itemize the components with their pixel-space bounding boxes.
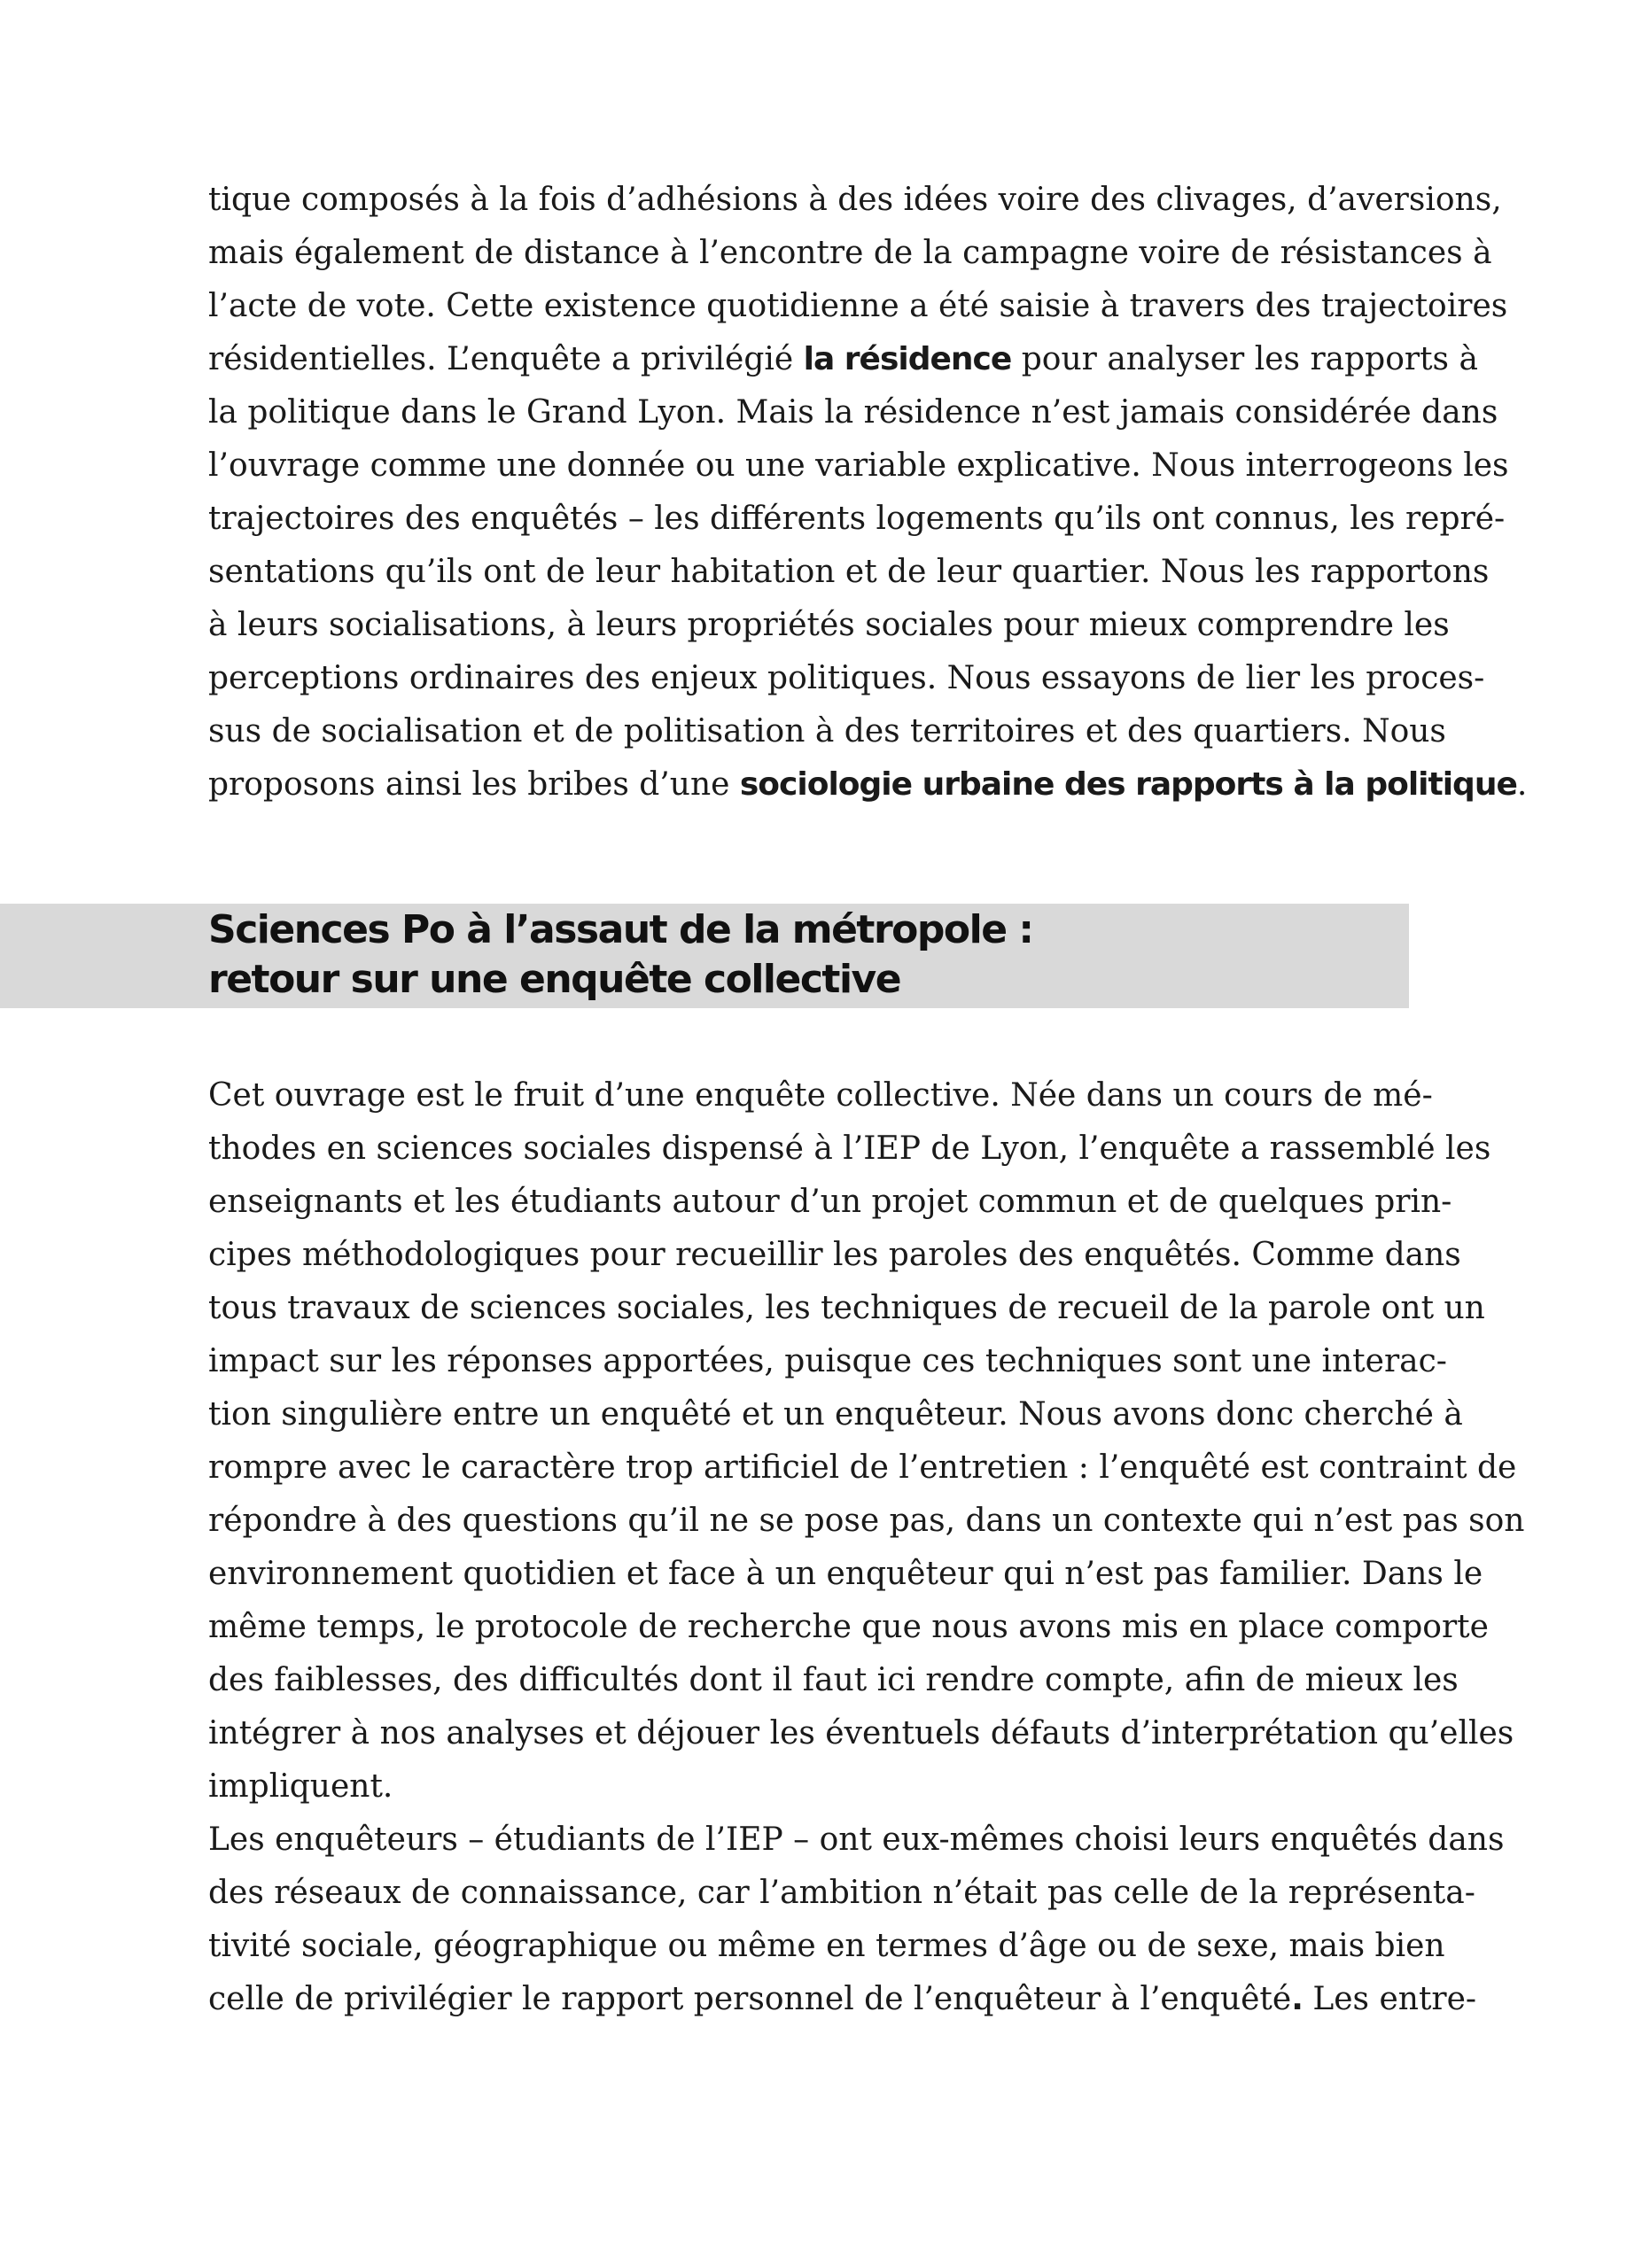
text-line: à leurs socialisations, à leurs propriétés sociales pour mieux comprendre les <box>208 607 1450 643</box>
text-line: même temps, le protocole de recherche que nous avons mis en place comporte <box>208 1609 1489 1645</box>
text-line: impact sur les réponses apportées, puisque ces techniques sont une interac- <box>208 1343 1447 1379</box>
text-line: des faiblesses, des difficultés dont il faut ici rendre compte, afin de mieux les <box>208 1662 1459 1698</box>
text-line: la politique dans le Grand Lyon. Mais la résidence n’est jamais considérée dans <box>208 394 1498 431</box>
text-line: Cet ouvrage est le fruit d’une enquête collective. Née dans un cours de mé- <box>208 1077 1433 1114</box>
text-line: tivité sociale, géographique ou même en termes d’âge ou de sexe, mais bien <box>208 1928 1445 1964</box>
text-run: proposons ainsi les bribes d’une <box>208 766 740 803</box>
text-line: mais également de distance à l’encontre de la campagne voire de résistances à <box>208 235 1492 271</box>
heading-line: retour sur une enquête collective <box>208 957 901 1002</box>
paragraph-2 <box>208 1069 1525 1814</box>
text-line <box>208 1973 1477 2026</box>
text-line: impliquent. <box>208 1768 393 1805</box>
text-line <box>208 758 1528 812</box>
text-run: Les entre- <box>1302 1981 1477 2017</box>
bold-period: . <box>1291 1981 1303 2017</box>
paragraph-1 <box>208 174 1528 812</box>
text-line: répondre à des questions qu’il ne se pose pas, dans un contexte qui n’est pas son <box>208 1503 1525 1539</box>
text-line: cipes méthodologiques pour recueillir les paroles des enquêtés. Comme dans <box>208 1237 1461 1273</box>
paragraph-3 <box>208 1814 1505 2026</box>
text-line: l’acte de vote. Cette existence quotidienne a été saisie à travers des trajectoires <box>208 288 1508 324</box>
text-line: l’ouvrage comme une donnée ou une variable explicative. Nous interrogeons les <box>208 447 1509 484</box>
text-run: . <box>1516 766 1528 803</box>
text-line: Les enquêteurs – étudiants de l’IEP – ont eux-mêmes choisi leurs enquêtés dans <box>208 1821 1505 1858</box>
text-run: celle de privilégier le rapport personnel de l’enquêteur à l’enquêté <box>208 1981 1292 2017</box>
text-run: pour analyser les rapports à <box>1011 341 1478 377</box>
text-run: résidentielles. L’enquête a privilégié <box>208 341 804 377</box>
text-line: sus de socialisation et de politisation à des territoires et des quartiers. Nous <box>208 713 1446 750</box>
text-line: trajectoires des enquêtés – les différents logements qu’ils ont connus, les repré- <box>208 501 1506 537</box>
text-line: environnement quotidien et face à un enquêteur qui n’est pas familier. Dans le <box>208 1556 1483 1592</box>
text-line: enseignants et les étudiants autour d’un projet commun et de quelques prin- <box>208 1184 1452 1220</box>
section-heading <box>208 905 1396 1005</box>
text-line: des réseaux de connaissance, car l’ambition n’était pas celle de la représenta- <box>208 1875 1475 1911</box>
bold-term: sociologie urbaine des rapports à la politique <box>739 766 1517 803</box>
text-line: tique composés à la fois d’adhésions à des idées voire des clivages, d’aversions, <box>208 182 1502 218</box>
text-line <box>208 333 1478 386</box>
text-line: thodes en sciences sociales dispensé à l’IEP de Lyon, l’enquête a rassemblé les <box>208 1130 1491 1167</box>
heading-line: Sciences Po à l’assaut de la métropole : <box>208 907 1033 952</box>
text-line: perceptions ordinaires des enjeux politiques. Nous essayons de lier les proces- <box>208 660 1485 696</box>
bold-term: la résidence <box>803 341 1012 377</box>
text-line: tous travaux de sciences sociales, les techniques de recueil de la parole ont un <box>208 1290 1485 1326</box>
text-line: intégrer à nos analyses et déjouer les éventuels défauts d’interprétation qu’elles <box>208 1715 1514 1751</box>
text-line: rompre avec le caractère trop artificiel de l’entretien : l’enquêté est contraint de <box>208 1449 1517 1486</box>
text-line: tion singulière entre un enquêté et un enquêteur. Nous avons donc cherché à <box>208 1396 1463 1433</box>
text-line: sentations qu’ils ont de leur habitation et de leur quartier. Nous les rapportons <box>208 554 1490 590</box>
